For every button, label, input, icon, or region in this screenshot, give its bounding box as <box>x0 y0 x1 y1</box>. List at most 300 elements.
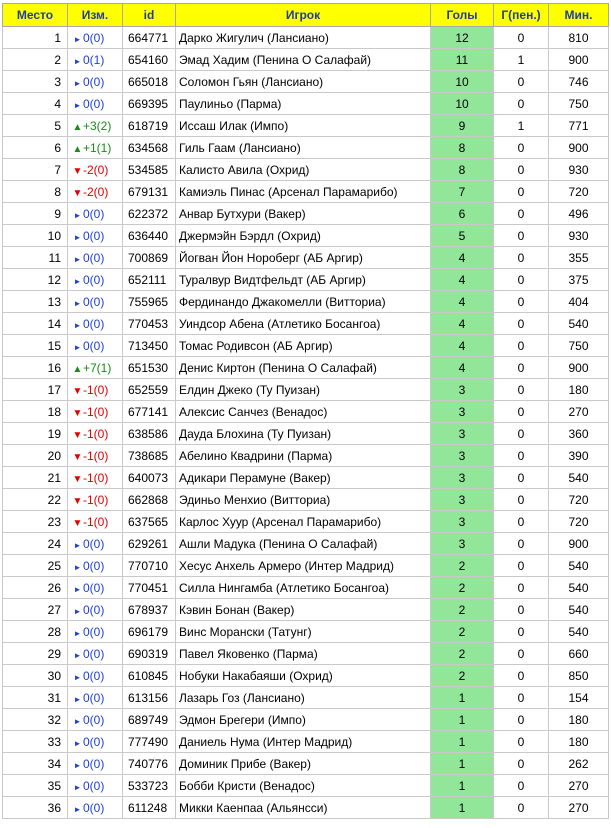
goals-cell: 3 <box>431 511 494 533</box>
id-cell: 700869 <box>123 247 176 269</box>
change-cell <box>68 335 123 357</box>
goals-cell: 11 <box>431 49 494 71</box>
header-rank[interactable]: Место <box>3 4 68 27</box>
penalty-goals-cell: 0 <box>494 159 549 181</box>
table-row <box>3 291 609 313</box>
goals-cell: 2 <box>431 643 494 665</box>
id-cell: 740776 <box>123 753 176 775</box>
arrow-right-icon: ► <box>73 584 82 594</box>
rank-cell: 13 <box>3 291 68 313</box>
table-row <box>3 489 609 511</box>
rank-cell: 36 <box>3 797 68 819</box>
player-cell: Эдиньо Менхио (Витториа) <box>176 489 431 511</box>
minutes-cell: 746 <box>549 71 609 93</box>
minutes-cell: 154 <box>549 687 609 709</box>
minutes-cell: 720 <box>549 181 609 203</box>
player-cell: Уиндсор Абена (Атлетико Босангоа) <box>176 313 431 335</box>
id-cell: 690319 <box>123 643 176 665</box>
player-cell: Дарко Жигулич (Лансиано) <box>176 27 431 49</box>
rank-cell: 14 <box>3 313 68 335</box>
change-cell <box>68 247 123 269</box>
arrow-right-icon: ► <box>73 606 82 616</box>
id-cell: 634568 <box>123 137 176 159</box>
change-cell <box>68 159 123 181</box>
player-cell: Калисто Авила (Охрид) <box>176 159 431 181</box>
id-cell: 696179 <box>123 621 176 643</box>
table-row <box>3 379 609 401</box>
change-cell <box>68 709 123 731</box>
goals-cell: 2 <box>431 621 494 643</box>
id-cell: 651530 <box>123 357 176 379</box>
arrow-down-icon: ▼ <box>72 451 83 463</box>
penalty-goals-cell: 0 <box>494 93 549 115</box>
arrow-right-icon: ► <box>73 760 82 770</box>
id-cell: 622372 <box>123 203 176 225</box>
penalty-goals-cell: 0 <box>494 203 549 225</box>
goals-cell: 2 <box>431 555 494 577</box>
minutes-cell: 390 <box>549 445 609 467</box>
player-cell: Йогван Йон Нороберг (АБ Аргир) <box>176 247 431 269</box>
goals-cell: 5 <box>431 225 494 247</box>
change-value: +3(2) <box>83 118 112 133</box>
arrow-down-icon: ▼ <box>72 517 83 529</box>
table-row <box>3 731 609 753</box>
id-cell: 637565 <box>123 511 176 533</box>
change-cell <box>68 533 123 555</box>
change-value: 0(0) <box>83 228 105 243</box>
minutes-cell: 355 <box>549 247 609 269</box>
arrow-right-icon: ► <box>73 804 82 814</box>
change-value: 0(1) <box>83 52 105 67</box>
change-cell <box>68 423 123 445</box>
header-goals[interactable]: Голы <box>431 4 494 27</box>
id-cell: 618719 <box>123 115 176 137</box>
penalty-goals-cell: 0 <box>494 731 549 753</box>
goals-cell: 1 <box>431 775 494 797</box>
table-row <box>3 181 609 203</box>
change-value: +1(1) <box>83 140 112 155</box>
minutes-cell: 404 <box>549 291 609 313</box>
id-cell: 652111 <box>123 269 176 291</box>
table-row <box>3 401 609 423</box>
change-cell <box>68 379 123 401</box>
minutes-cell: 180 <box>549 379 609 401</box>
change-value: 0(0) <box>83 778 105 793</box>
goals-cell: 7 <box>431 181 494 203</box>
player-cell: Доминик Прибе (Вакер) <box>176 753 431 775</box>
rank-cell: 19 <box>3 423 68 445</box>
id-cell: 652559 <box>123 379 176 401</box>
table-row <box>3 445 609 467</box>
rank-cell: 18 <box>3 401 68 423</box>
arrow-right-icon: ► <box>73 298 82 308</box>
penalty-goals-cell: 0 <box>494 445 549 467</box>
arrow-right-icon: ► <box>73 650 82 660</box>
minutes-cell: 540 <box>549 577 609 599</box>
goals-cell: 4 <box>431 357 494 379</box>
change-value: 0(0) <box>83 272 105 287</box>
minutes-cell: 540 <box>549 599 609 621</box>
id-cell: 533723 <box>123 775 176 797</box>
rank-cell: 20 <box>3 445 68 467</box>
minutes-cell: 262 <box>549 753 609 775</box>
table-row <box>3 753 609 775</box>
change-value: -1(0) <box>83 404 109 419</box>
rank-cell: 30 <box>3 665 68 687</box>
goals-cell: 1 <box>431 709 494 731</box>
table-row <box>3 709 609 731</box>
table-row <box>3 225 609 247</box>
table-row <box>3 27 609 49</box>
goals-cell: 1 <box>431 753 494 775</box>
penalty-goals-cell: 0 <box>494 291 549 313</box>
change-value: 0(0) <box>83 206 105 221</box>
change-value: 0(0) <box>83 74 105 89</box>
id-cell: 770451 <box>123 577 176 599</box>
arrow-down-icon: ▼ <box>72 407 83 419</box>
player-cell: Дауда Блохина (Ту Пуизан) <box>176 423 431 445</box>
change-cell <box>68 643 123 665</box>
goals-cell: 10 <box>431 71 494 93</box>
goals-cell: 4 <box>431 313 494 335</box>
player-cell: Павел Яковенко (Парма) <box>176 643 431 665</box>
rank-cell: 7 <box>3 159 68 181</box>
arrow-right-icon: ► <box>73 56 82 66</box>
penalty-goals-cell: 0 <box>494 577 549 599</box>
player-cell: Соломон Гьян (Лансиано) <box>176 71 431 93</box>
player-cell: Кэвин Бонан (Вакер) <box>176 599 431 621</box>
change-value: 0(0) <box>83 294 105 309</box>
id-cell: 713450 <box>123 335 176 357</box>
penalty-goals-cell: 0 <box>494 313 549 335</box>
id-cell: 770453 <box>123 313 176 335</box>
arrow-right-icon: ► <box>73 342 82 352</box>
id-cell: 677141 <box>123 401 176 423</box>
change-value: 0(0) <box>83 536 105 551</box>
rank-cell: 22 <box>3 489 68 511</box>
table-row <box>3 423 609 445</box>
goals-cell: 3 <box>431 467 494 489</box>
id-cell: 610845 <box>123 665 176 687</box>
id-cell: 534585 <box>123 159 176 181</box>
minutes-cell: 360 <box>549 423 609 445</box>
arrow-right-icon: ► <box>73 210 82 220</box>
change-cell <box>68 797 123 819</box>
goals-cell: 3 <box>431 401 494 423</box>
change-value: 0(0) <box>83 712 105 727</box>
minutes-cell: 810 <box>549 27 609 49</box>
id-cell: 678937 <box>123 599 176 621</box>
id-cell: 654160 <box>123 49 176 71</box>
change-value: 0(0) <box>83 316 105 331</box>
change-value: 0(0) <box>83 338 105 353</box>
change-value: -1(0) <box>83 492 109 507</box>
player-cell: Микки Каенпаа (Альянсси) <box>176 797 431 819</box>
change-cell <box>68 467 123 489</box>
rank-cell: 3 <box>3 71 68 93</box>
minutes-cell: 270 <box>549 797 609 819</box>
minutes-cell: 900 <box>549 533 609 555</box>
minutes-cell: 850 <box>549 665 609 687</box>
arrow-right-icon: ► <box>73 34 82 44</box>
arrow-right-icon: ► <box>73 562 82 572</box>
arrow-right-icon: ► <box>73 628 82 638</box>
penalty-goals-cell: 0 <box>494 379 549 401</box>
penalty-goals-cell: 1 <box>494 49 549 71</box>
change-value: 0(0) <box>83 96 105 111</box>
header-change[interactable]: Изм. <box>68 4 123 27</box>
minutes-cell: 720 <box>549 489 609 511</box>
player-cell: Нобуки Накабаяши (Охрид) <box>176 665 431 687</box>
goals-cell: 3 <box>431 445 494 467</box>
player-cell: Абелино Квадрини (Парма) <box>176 445 431 467</box>
header-player[interactable]: Игрок <box>176 4 431 27</box>
penalty-goals-cell: 1 <box>494 115 549 137</box>
minutes-cell: 900 <box>549 357 609 379</box>
header-min[interactable]: Мин. <box>549 4 609 27</box>
table-row <box>3 115 609 137</box>
change-value: 0(0) <box>83 624 105 639</box>
player-cell: Винс Морански (Татунг) <box>176 621 431 643</box>
rank-cell: 27 <box>3 599 68 621</box>
arrow-right-icon: ► <box>73 782 82 792</box>
table-row <box>3 357 609 379</box>
change-cell <box>68 775 123 797</box>
goals-cell: 2 <box>431 665 494 687</box>
player-cell: Елдин Джеко (Ту Пуизан) <box>176 379 431 401</box>
goals-cell: 6 <box>431 203 494 225</box>
arrow-down-icon: ▼ <box>72 165 83 177</box>
rank-cell: 12 <box>3 269 68 291</box>
minutes-cell: 540 <box>549 621 609 643</box>
arrow-down-icon: ▼ <box>72 385 83 397</box>
penalty-goals-cell: 0 <box>494 401 549 423</box>
change-value: 0(0) <box>83 756 105 771</box>
penalty-goals-cell: 0 <box>494 621 549 643</box>
goals-cell: 3 <box>431 379 494 401</box>
change-value: 0(0) <box>83 646 105 661</box>
rank-cell: 4 <box>3 93 68 115</box>
player-cell: Алексис Санчез (Венадос) <box>176 401 431 423</box>
player-cell: Эмад Хадим (Пенина О Салафай) <box>176 49 431 71</box>
player-cell: Ашли Мадука (Пенина О Салафай) <box>176 533 431 555</box>
change-value: 0(0) <box>83 668 105 683</box>
minutes-cell: 720 <box>549 511 609 533</box>
player-cell: Фердинандо Джакомелли (Витториа) <box>176 291 431 313</box>
player-cell: Томас Родивсон (АБ Аргир) <box>176 335 431 357</box>
table-row <box>3 137 609 159</box>
rank-cell: 1 <box>3 27 68 49</box>
goals-cell: 8 <box>431 137 494 159</box>
minutes-cell: 375 <box>549 269 609 291</box>
arrow-right-icon: ► <box>73 672 82 682</box>
id-cell: 689749 <box>123 709 176 731</box>
player-cell: Иссаш Илак (Импо) <box>176 115 431 137</box>
change-value: +7(1) <box>83 360 112 375</box>
change-cell <box>68 203 123 225</box>
minutes-cell: 771 <box>549 115 609 137</box>
change-cell <box>68 225 123 247</box>
rank-cell: 29 <box>3 643 68 665</box>
table-row <box>3 71 609 93</box>
change-value: 0(0) <box>83 558 105 573</box>
rank-cell: 35 <box>3 775 68 797</box>
player-cell: Силла Нингамба (Атлетико Босангоа) <box>176 577 431 599</box>
player-cell: Даниель Нума (Интер Мадрид) <box>176 731 431 753</box>
table-row <box>3 511 609 533</box>
arrow-up-icon: ▲ <box>72 121 83 133</box>
arrow-up-icon: ▲ <box>72 363 83 375</box>
rank-cell: 32 <box>3 709 68 731</box>
minutes-cell: 660 <box>549 643 609 665</box>
change-cell <box>68 27 123 49</box>
id-cell: 665018 <box>123 71 176 93</box>
table-row <box>3 599 609 621</box>
minutes-cell: 930 <box>549 159 609 181</box>
table-row <box>3 687 609 709</box>
id-cell: 669395 <box>123 93 176 115</box>
header-id[interactable]: id <box>123 4 176 27</box>
minutes-cell: 180 <box>549 709 609 731</box>
change-value: 0(0) <box>83 734 105 749</box>
goals-cell: 9 <box>431 115 494 137</box>
player-cell: Лазарь Гоз (Лансиано) <box>176 687 431 709</box>
penalty-goals-cell: 0 <box>494 71 549 93</box>
table-row <box>3 269 609 291</box>
change-cell <box>68 555 123 577</box>
penalty-goals-cell: 0 <box>494 335 549 357</box>
rank-cell: 10 <box>3 225 68 247</box>
minutes-cell: 750 <box>549 93 609 115</box>
goals-cell: 4 <box>431 269 494 291</box>
change-value: 0(0) <box>83 30 105 45</box>
player-cell: Гиль Гаам (Лансиано) <box>176 137 431 159</box>
change-cell <box>68 313 123 335</box>
rank-cell: 6 <box>3 137 68 159</box>
table-row <box>3 93 609 115</box>
change-cell <box>68 731 123 753</box>
goals-cell: 1 <box>431 731 494 753</box>
rank-cell: 24 <box>3 533 68 555</box>
minutes-cell: 540 <box>549 467 609 489</box>
change-cell <box>68 269 123 291</box>
id-cell: 611248 <box>123 797 176 819</box>
minutes-cell: 540 <box>549 313 609 335</box>
change-value: 0(0) <box>83 250 105 265</box>
penalty-goals-cell: 0 <box>494 511 549 533</box>
arrow-right-icon: ► <box>73 320 82 330</box>
player-cell: Бобби Кристи (Венадос) <box>176 775 431 797</box>
goals-cell: 4 <box>431 291 494 313</box>
id-cell: 629261 <box>123 533 176 555</box>
penalty-goals-cell: 0 <box>494 269 549 291</box>
change-value: 0(0) <box>83 690 105 705</box>
id-cell: 662868 <box>123 489 176 511</box>
goals-cell: 3 <box>431 489 494 511</box>
player-cell: Анвар Бутхури (Вакер) <box>176 203 431 225</box>
penalty-goals-cell: 0 <box>494 599 549 621</box>
change-cell <box>68 93 123 115</box>
id-cell: 679131 <box>123 181 176 203</box>
table-row <box>3 533 609 555</box>
change-value: -1(0) <box>83 382 109 397</box>
rank-cell: 2 <box>3 49 68 71</box>
table-row <box>3 467 609 489</box>
change-value: -2(0) <box>83 184 109 199</box>
minutes-cell: 930 <box>549 225 609 247</box>
change-value: -1(0) <box>83 514 109 529</box>
goals-cell: 3 <box>431 533 494 555</box>
id-cell: 664771 <box>123 27 176 49</box>
rank-cell: 26 <box>3 577 68 599</box>
penalty-goals-cell: 0 <box>494 467 549 489</box>
penalty-goals-cell: 0 <box>494 643 549 665</box>
change-value: -2(0) <box>83 162 109 177</box>
table-row <box>3 49 609 71</box>
change-cell <box>68 511 123 533</box>
change-cell <box>68 137 123 159</box>
change-cell <box>68 687 123 709</box>
penalty-goals-cell: 0 <box>494 665 549 687</box>
header-row <box>3 4 609 27</box>
goals-cell: 1 <box>431 797 494 819</box>
goals-cell: 3 <box>431 423 494 445</box>
rank-cell: 15 <box>3 335 68 357</box>
rank-cell: 31 <box>3 687 68 709</box>
change-value: -1(0) <box>83 470 109 485</box>
goals-cell: 10 <box>431 93 494 115</box>
goals-cell: 4 <box>431 247 494 269</box>
arrow-right-icon: ► <box>73 100 82 110</box>
change-cell <box>68 577 123 599</box>
player-cell: Хесус Анхель Армеро (Интер Мадрид) <box>176 555 431 577</box>
rank-cell: 16 <box>3 357 68 379</box>
id-cell: 640073 <box>123 467 176 489</box>
arrow-down-icon: ▼ <box>72 187 83 199</box>
rank-cell: 33 <box>3 731 68 753</box>
table-row <box>3 775 609 797</box>
arrow-down-icon: ▼ <box>72 429 83 441</box>
penalty-goals-cell: 0 <box>494 489 549 511</box>
penalty-goals-cell: 0 <box>494 753 549 775</box>
player-cell: Джермэйн Бэрдл (Охрид) <box>176 225 431 247</box>
player-cell: Адикари Перамуне (Вакер) <box>176 467 431 489</box>
header-pen[interactable]: Г(пен.) <box>494 4 549 27</box>
minutes-cell: 900 <box>549 137 609 159</box>
change-cell <box>68 489 123 511</box>
change-cell <box>68 599 123 621</box>
penalty-goals-cell: 0 <box>494 687 549 709</box>
arrow-right-icon: ► <box>73 716 82 726</box>
change-value: -1(0) <box>83 448 109 463</box>
table-row <box>3 159 609 181</box>
minutes-cell: 270 <box>549 775 609 797</box>
id-cell: 777490 <box>123 731 176 753</box>
arrow-down-icon: ▼ <box>72 473 83 485</box>
table-row <box>3 643 609 665</box>
penalty-goals-cell: 0 <box>494 181 549 203</box>
change-cell <box>68 445 123 467</box>
player-cell: Денис Киртон (Пенина О Салафай) <box>176 357 431 379</box>
penalty-goals-cell: 0 <box>494 709 549 731</box>
change-value: 0(0) <box>83 800 105 815</box>
change-cell <box>68 181 123 203</box>
arrow-right-icon: ► <box>73 254 82 264</box>
rank-cell: 28 <box>3 621 68 643</box>
scorers-table <box>2 3 609 819</box>
penalty-goals-cell: 0 <box>494 555 549 577</box>
table-row <box>3 797 609 819</box>
